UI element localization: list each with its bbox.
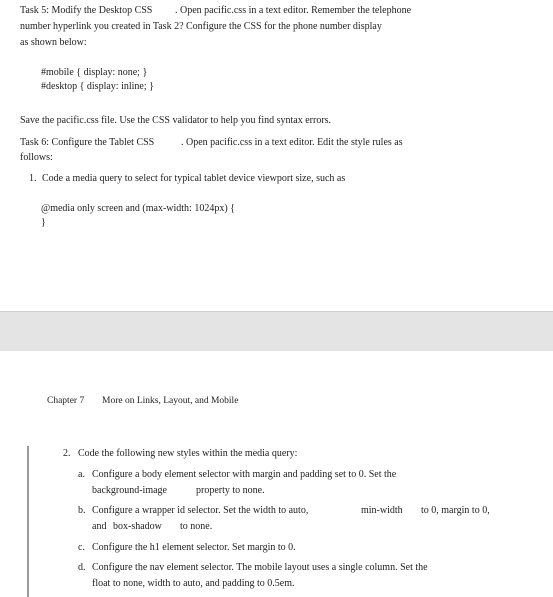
item-b-and: and xyxy=(92,521,107,532)
task6-line2: follows: xyxy=(20,152,53,163)
chapter-title: More on Links, Layout, and Mobile xyxy=(102,396,239,406)
item-b-line2: to none. xyxy=(180,521,213,532)
task6-title: Task 6: Configure the Tablet CSS xyxy=(20,137,155,148)
item2-text: Code the following new styles within the media query: xyxy=(78,448,298,459)
save-instruction: Save the pacific.css file. Use the CSS validator to help you find syntax errors. xyxy=(20,115,332,126)
item-a-line2: property to none. xyxy=(196,485,265,496)
item-b-line1-end: to 0, margin to 0, xyxy=(421,505,490,516)
item1-number: 1. xyxy=(29,173,37,184)
item1-text: Code a media query to select for typical tablet device viewport size, such as xyxy=(42,173,346,184)
item-b-code-boxshadow: box-shadow xyxy=(113,521,162,532)
item-a-label: a. xyxy=(78,469,85,480)
item-a-line1: Configure a body element selector with margin and padding set to 0. Set the xyxy=(92,469,397,480)
task5-line3: as shown below: xyxy=(20,37,87,48)
item-a-code: background-image xyxy=(92,485,167,496)
task6-text: . Open pacific.css in a text editor. Edit the style rules as xyxy=(181,137,403,148)
margin-rule xyxy=(27,446,29,597)
media-query-open: @media only screen and (max-width: 1024px) { xyxy=(41,203,235,214)
media-query-close: } xyxy=(41,217,46,228)
item-d-label: d. xyxy=(78,562,86,573)
item-d-line1: Configure the nav element selector. The mobile layout uses a single column. Set the xyxy=(92,562,428,573)
task5-title: Task 5: Modify the Desktop CSS xyxy=(20,5,153,16)
item2-number: 2. xyxy=(63,448,71,459)
item-c-line1: Configure the h1 element selector. Set margin to 0. xyxy=(92,542,296,553)
item-b-code-minwidth: min-width xyxy=(361,505,403,516)
task5-line2: number hyperlink you created in Task 2? Configure the CSS for the phone number display xyxy=(20,21,382,32)
item-b-label: b. xyxy=(78,505,86,516)
code-desktop-rule: #desktop { display: inline; } xyxy=(41,81,154,92)
task5-text: . Open pacific.css in a text editor. Remember the telephone xyxy=(175,5,412,16)
code-mobile-rule: #mobile { display: none; } xyxy=(41,67,148,78)
item-b-line1: Configure a wrapper id selector. Set the width to auto, xyxy=(92,505,309,516)
item-c-label: c. xyxy=(78,542,85,553)
item-d-line2: float to none, width to auto, and padding to 0.5em. xyxy=(92,578,295,589)
page-separator xyxy=(0,311,553,352)
chapter-label: Chapter 7 xyxy=(47,396,85,406)
